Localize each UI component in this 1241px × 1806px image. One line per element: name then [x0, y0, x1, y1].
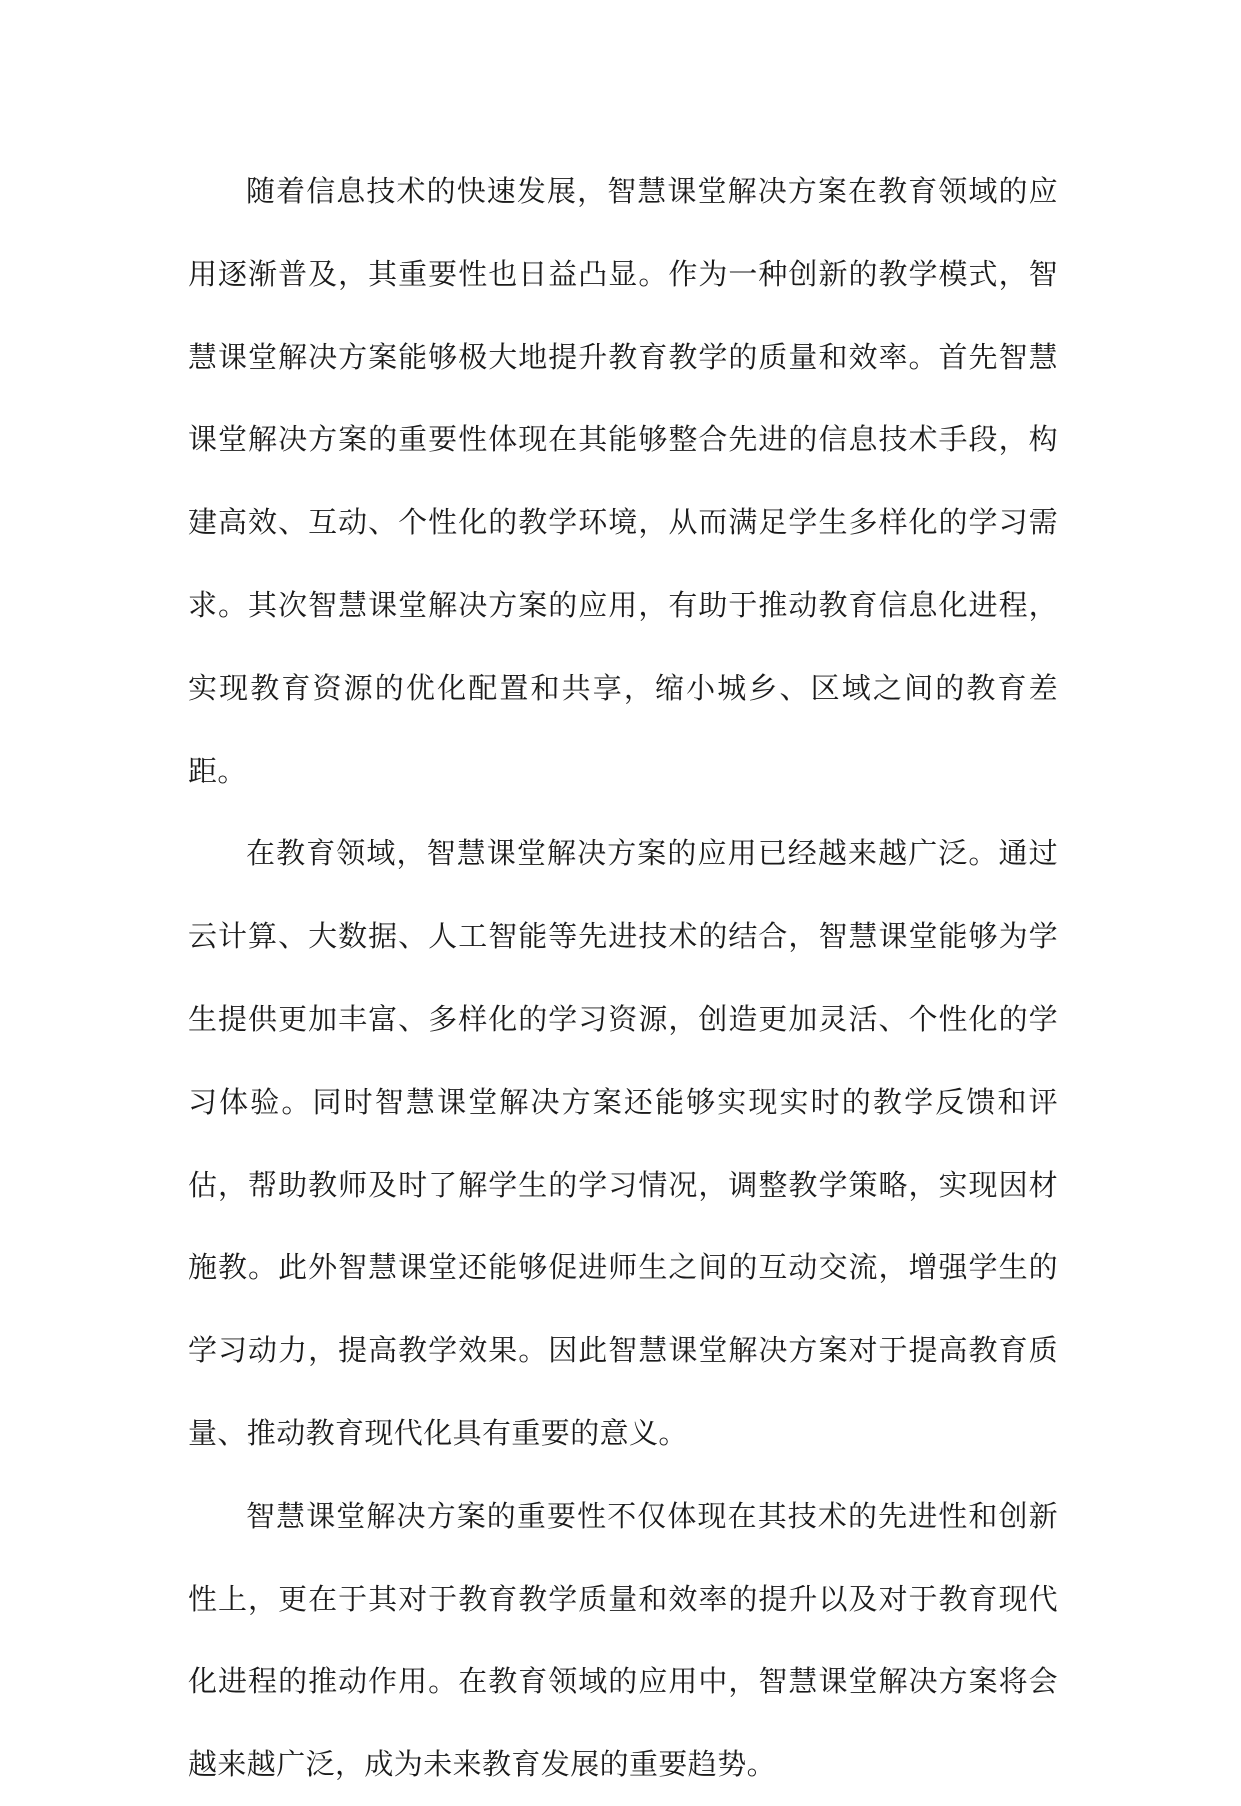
- document-body: [188, 150, 1058, 1806]
- paragraph-2: 在教育领域，智慧课堂解决方案的应用已经越来越广泛。通过云计算、大数据、人工智能等先进技术的结合，智慧课堂能够为学生提供更加丰富、多样化的学习资源，创造更加灵活、个性化的学习体验。同时智慧课堂解决方案还能够实现实时的教学反馈和评估，帮助教师及时了解学生的学习情况，调整教学策略，实现因材施教。此外智慧课堂还能够促进师生之间的互动交流，增强学生的学习动力，提高教学效果。因此智慧课堂解决方案对于提高教育质量、推动教育现代化具有重要的意义。: [188, 836, 1058, 1450]
- paragraph-1: 随着信息技术的快速发展，智慧课堂解决方案在教育领域的应用逐渐普及，其重要性也日益凸显。作为一种创新的教学模式，智慧课堂解决方案能够极大地提升教育教学的质量和效率。首先智慧课堂解决方案的重要性体现在其能够整合先进的信息技术手段，构建高效、互动、个性化的教学环境，从而满足学生多样化的学习需求。其次智慧课堂解决方案的应用，有助于推动教育信息化进程，实现教育资源的优化配置和共享，缩小城乡、区域之间的教育差距。: [188, 174, 1058, 788]
- paragraph-3: 智慧课堂解决方案的重要性不仅体现在其技术的先进性和创新性上，更在于其对于教育教学质量和效率的提升以及对于教育现代化进程的推动作用。在教育领域的应用中，智慧课堂解决方案将会越来越广泛，成为未来教育发展的重要趋势。: [188, 1498, 1058, 1782]
